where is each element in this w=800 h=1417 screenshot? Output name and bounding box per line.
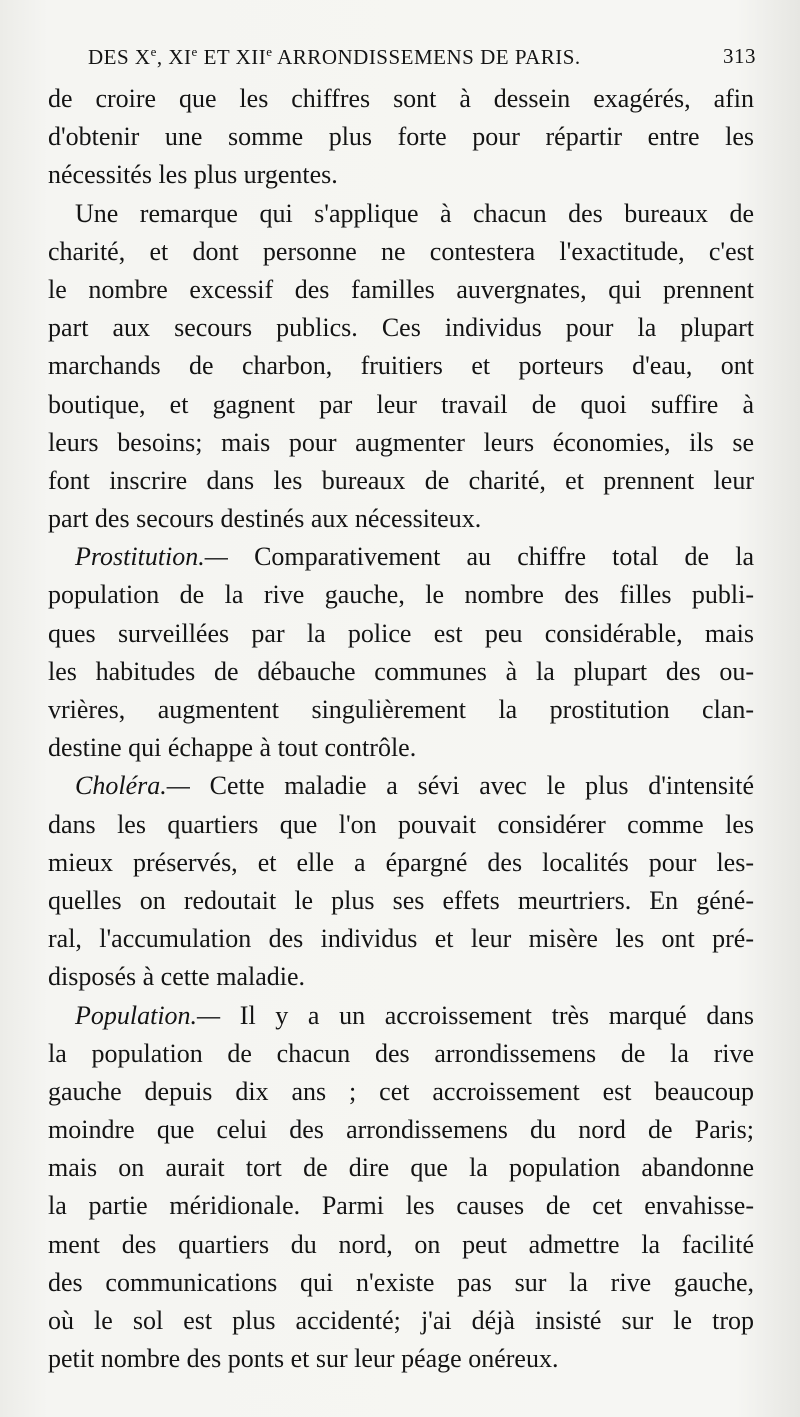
running-head-title: DES Xe, XIe ET XIIe ARRONDISSEMENS DE PARIS.	[88, 44, 581, 69]
text-line: des communications qui n'existe pas sur la rive gauche,	[48, 1267, 754, 1297]
section-title-prostitution: Prostitution.—	[75, 542, 228, 572]
text-line: mieux préservés, et elle a épargné des localités pour les-	[48, 847, 754, 877]
section-title-cholera: Choléra.—	[75, 771, 190, 801]
text-line: petit nombre des ponts et sur leur péage onéreux.	[48, 1344, 559, 1374]
text-line: le nombre excessif des familles auvergnates, qui prennent	[48, 274, 754, 304]
text-line: destine qui échappe à tout contrôle.	[48, 733, 417, 763]
section-title-population: Population.—	[75, 1000, 221, 1030]
text-line: nécessités les plus urgentes.	[48, 160, 338, 190]
text-line: les habitudes de débauche communes à la plupart des ou-	[48, 656, 754, 686]
text-line: de croire que les chiffres sont à dessein exagérés, afin	[48, 84, 754, 113]
text-line: ques surveillées par la police est peu considérable, mais	[48, 618, 754, 648]
text-line: population de la rive gauche, le nombre des filles publi-	[48, 580, 754, 610]
text-line: moindre que celui des arrondissemens du nord de Paris;	[48, 1115, 754, 1145]
text-line: charité, et dont personne ne contestera l'exactitude, c'est	[48, 236, 754, 266]
text-line: où le sol est plus accidenté; j'ai déjà insisté sur le trop	[48, 1306, 754, 1335]
running-head	[88, 40, 756, 80]
text-line: gauche depuis dix ans ; cet accroissement est beaucoup	[48, 1076, 754, 1106]
text-line: boutique, et gagnent par leur travail de quoi suffire à	[48, 389, 754, 419]
text-line: Une remarque qui s'applique à chacun des bureaux de	[75, 198, 754, 228]
text-line: part aux secours publics. Ces individus pour la plupart	[48, 313, 754, 343]
text-line: vrières, augmentent singulièrement la prostitution clan-	[48, 695, 754, 724]
paragraph-first-line: Choléra.— Cette maladie a sévi avec le plus d'intensité	[75, 771, 754, 801]
text-line: d'obtenir une somme plus forte pour répartir entre les	[48, 122, 754, 152]
text-line: part des secours destinés aux nécessiteux.	[48, 504, 482, 534]
paragraph-first-line: Prostitution.— Comparativement au chiffre total de la	[75, 542, 754, 572]
text-line: dans les quartiers que l'on pouvait considérer comme les	[48, 809, 754, 839]
text-line: leurs besoins; mais pour augmenter leurs économies, ils se	[48, 427, 754, 457]
text-line: ral, l'accumulation des individus et leur misère les ont pré-	[48, 924, 754, 954]
text-line: la population de chacun des arrondissemens de la rive	[48, 1038, 754, 1068]
text-line: la partie méridionale. Parmi les causes de cet envahisse-	[48, 1191, 754, 1221]
text-line: quelles on redoutait le plus ses effets meurtriers. En géné-	[48, 885, 754, 915]
text-line: ment des quartiers du nord, on peut admettre la facilité	[48, 1229, 754, 1259]
text-line: font inscrire dans les bureaux de charité, et prennent leur	[48, 465, 754, 495]
text-line: marchands de charbon, fruitiers et porteurs d'eau, ont	[48, 351, 754, 381]
text-line: mais on aurait tort de dire que la population abandonne	[48, 1153, 754, 1183]
body-text	[48, 80, 754, 1378]
paragraph-first-line: Population.— Il y a un accroissement très marqué dans	[75, 1000, 754, 1030]
page-number: 313	[723, 44, 756, 68]
text-line: disposés à cette maladie.	[48, 962, 306, 992]
